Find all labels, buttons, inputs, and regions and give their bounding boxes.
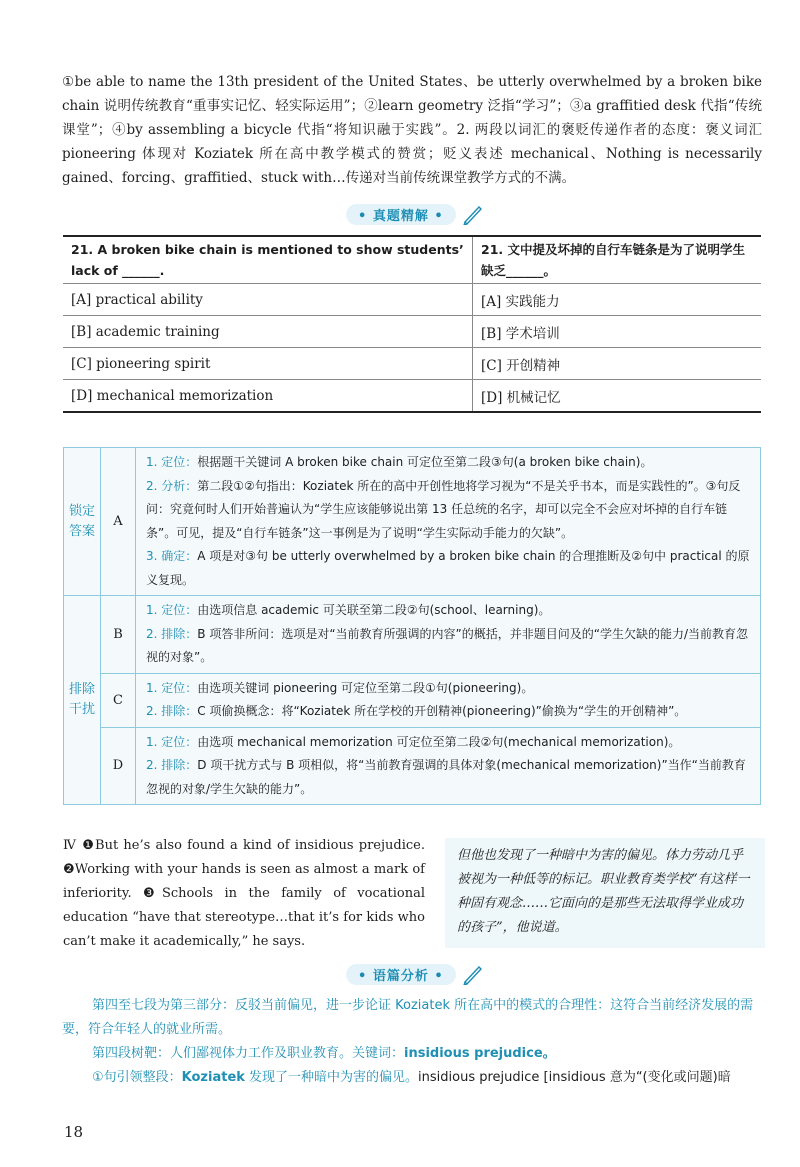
analysis-line [146, 700, 752, 724]
option-b-en: [B] academic training [63, 316, 473, 348]
section-heading-discourse [346, 963, 484, 985]
paragraph-4-translation: 但他也发现了一种暗中为害的偏见。体力劳动几乎被视为一种低等的标记。职业教育类学校“有这样一种固有观念……它面向的是那些无法取得学业成功的孩子”，他说道。 [445, 838, 765, 948]
option-b-zh: [B] 学术培训 [473, 316, 762, 348]
step-text: 第二段①②句指出：Koziatek 所在的高中开创性地将学习视为“不是关乎书本，而是实践性的”。③句反问：究竟何时人们开始普遍认为“学生应该能够说出第 13 任总统的名字，却可以完全不会应对坏掉的自行车链条”。可见，提及“自行车链条”这一事例是为了说明“学生实际动手能力的欠缺”。 [146, 478, 741, 540]
pen-icon [462, 203, 484, 225]
step-text: 根据题干关键词 A broken bike chain 可定位至第二段③句(a broken bike chain)。 [197, 455, 653, 469]
section-heading-real-question [346, 203, 484, 225]
step-label: 2. 排除： [146, 704, 198, 718]
question-table [63, 235, 761, 413]
step-text: 由选项信息 academic 可关联至第二段②句(school、learning)。 [197, 603, 551, 617]
pen-icon [462, 963, 484, 985]
discourse-text: 第四段树靶：人们鄙视体力工作及职业教育。关键词： [92, 1046, 405, 1061]
analysis-row-b [64, 596, 761, 674]
section-title: • 真题精解 • [346, 204, 456, 225]
analysis-c-text [136, 673, 761, 727]
analysis-line [146, 599, 752, 623]
discourse-text: insidious prejudice [insidious 意为“(变化或问题)暗 [418, 1070, 731, 1085]
option-row [63, 316, 761, 348]
discourse-line-2 [92, 1042, 762, 1066]
discourse-text: 发现了一种暗中为害的偏见。 [244, 1070, 419, 1085]
step-label: 1. 定位： [146, 455, 198, 469]
option-letter: D [101, 727, 136, 805]
option-letter: B [101, 596, 136, 674]
discourse-line-3 [92, 1066, 767, 1090]
step-text: C 项偷换概念：将“Koziatek 所在学校的开创精神(pioneering)”偷换为“学生的开创精神”。 [197, 704, 687, 718]
analysis-line [146, 623, 752, 670]
analysis-d-text [136, 727, 761, 805]
analysis-row-a [64, 448, 761, 596]
step-label: 2. 排除： [146, 626, 198, 641]
analysis-row-d [64, 727, 761, 805]
option-row [63, 380, 761, 413]
step-label: 1. 定位： [146, 680, 198, 695]
question-stem-zh: 21. 文中提及坏掉的自行车链条是为了说明学生缺乏______。 [473, 236, 762, 284]
analysis-line [146, 731, 752, 755]
section-title: • 语篇分析 • [346, 964, 456, 985]
option-d-en: [D] mechanical memorization [63, 380, 473, 413]
step-text: 由选项 mechanical memorization 可定位至第二段②句(mechanical memorization)。 [197, 734, 681, 749]
exclude-distractor-label: 排除干扰 [64, 596, 101, 805]
option-c-en: [C] pioneering spirit [63, 348, 473, 380]
analysis-a-text [136, 448, 761, 596]
paragraph-4-english: Ⅳ ❶But he’s also found a kind of insidious prejudice. ❷Working with your hands is seen as almost a mark of inferiority. ❸Schools in the family of vocational education “have that stereotype…that it’s for kids who can’t make it academically,” he says. [63, 838, 425, 949]
step-text: 由选项关键词 pioneering 可定位至第二段①句(pioneering)。 [197, 680, 534, 695]
lock-answer-label: 锁定答案 [64, 448, 101, 596]
option-a-zh: [A] 实践能力 [473, 284, 762, 316]
option-row [63, 284, 761, 316]
option-a-en: [A] practical ability [63, 284, 473, 316]
analysis-table [63, 447, 761, 805]
step-label: 1. 定位： [146, 603, 198, 617]
option-letter: A [101, 448, 136, 596]
intro-paragraph: ①be able to name the 13th president of the United States、be utterly overwhelmed by a broken bike chain 说明传统教育“重事实记忆、轻实际运用”；②learn geometry 泛指“学习”；③a graffitied desk 代指“传统课堂”；④by assembling a bicycle 代指“将知识融于实践”。2. 两段以词汇的褒贬传递作者的态度：褒义词汇 pioneering 体现对 Koziatek 所在高中教学模式的赞赏；贬义表述 mechanical、Nothing is necessarily gained、forcing、graffitied、stuck with…传递对当前传统课堂教学方式的不满。 [62, 74, 762, 186]
discourse-line-1: 第四至七段为第三部分：反驳当前偏见，进一步论证 Koziatek 所在高中的模式的合理性：这符合当前经济发展的需要，符合年轻人的就业所需。 [62, 998, 754, 1037]
analysis-row-c [64, 673, 761, 727]
discourse-text: ①句引领整段： [92, 1070, 182, 1085]
step-text: A 项是对③句 be utterly overwhelmed by a broken bike chain 的合理推断及②句中 practical 的原义复现。 [146, 549, 750, 587]
option-letter: C [101, 673, 136, 727]
analysis-line [146, 677, 752, 701]
option-c-zh: [C] 开创精神 [473, 348, 762, 380]
analysis-line [146, 475, 752, 546]
analysis-line [146, 754, 752, 801]
step-label: 2. 分析： [146, 478, 198, 493]
analysis-line [146, 451, 752, 475]
option-row [63, 348, 761, 380]
analysis-line [146, 545, 752, 592]
page-number: 18 [64, 1123, 84, 1141]
analysis-b-text [136, 596, 761, 674]
step-label: 2. 排除： [146, 758, 198, 772]
step-text: B 项答非所问：选项是对“当前教育所强调的内容”的概括，并非题目问及的“学生欠缺的能力/当前教育忽视的对象”。 [146, 626, 749, 664]
keyword: insidious prejudice。 [404, 1046, 556, 1061]
question-stem-row [63, 236, 761, 284]
step-label: 3. 确定： [146, 549, 198, 563]
step-text: D 项干扰方式与 B 项相似，将“当前教育强调的具体对象(mechanical memorization)”当作“当前教育忽视的对象/学生欠缺的能力”。 [146, 758, 746, 796]
keyword: Koziatek [181, 1070, 245, 1085]
option-d-zh: [D] 机械记忆 [473, 380, 762, 413]
step-label: 1. 定位： [146, 734, 198, 749]
question-stem-en: 21. A broken bike chain is mentioned to show students’ lack of ______. [63, 236, 473, 284]
